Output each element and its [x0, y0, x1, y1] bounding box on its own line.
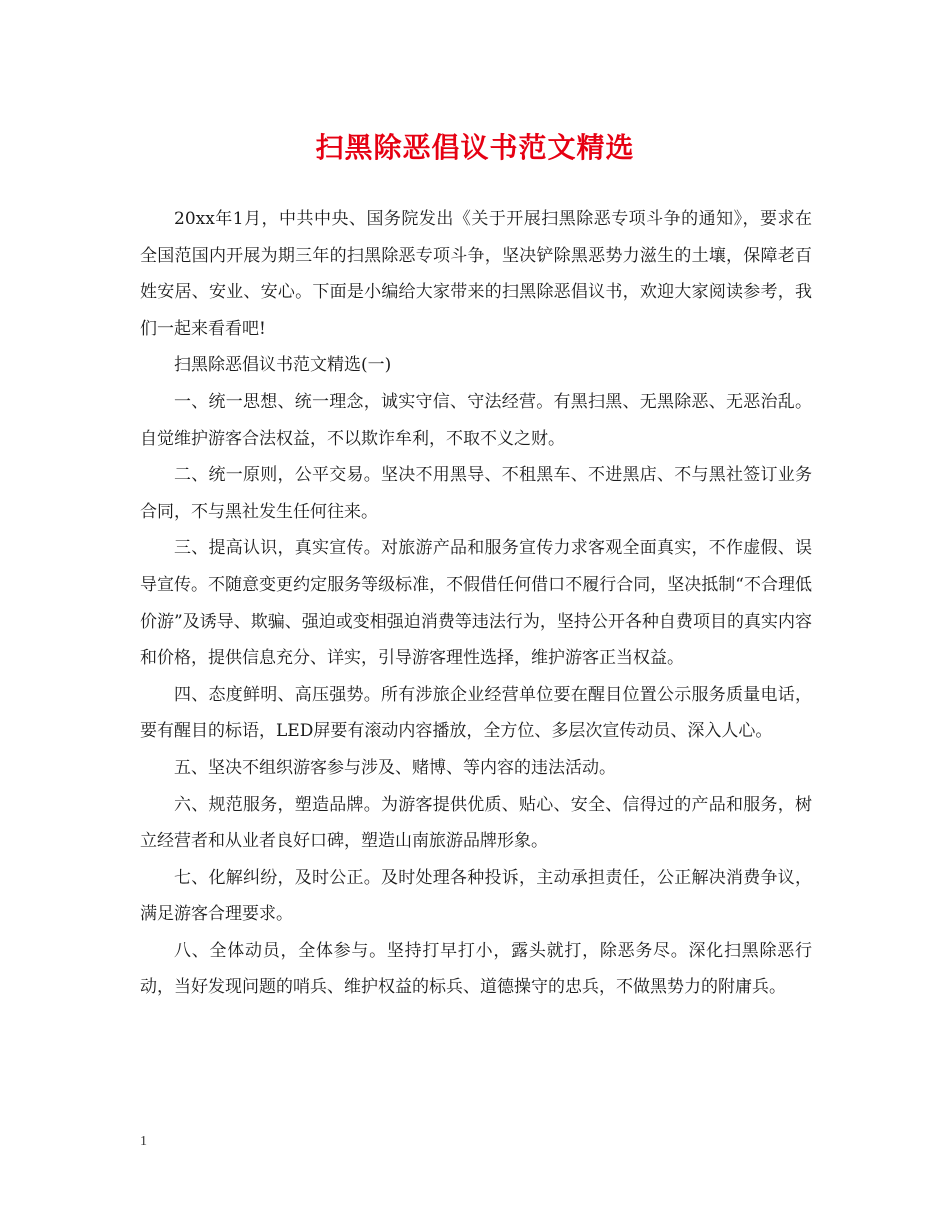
- section-heading: 扫黑除恶倡议书范文精选(一): [174, 355, 392, 376]
- article-1-paragraph: 一、统一思想、统一理念，诚实守信、守法经营。有黑扫黑、无黑除恶、无恶治乱。自觉维护游客合法权益，不以欺诈牟利，不取不义之财。: [140, 391, 812, 449]
- article-5-paragraph: 五、坚决不组织游客参与涉及、赌博、等内容的违法活动。: [174, 757, 616, 778]
- article-2-paragraph: 二、统一原则，公平交易。坚决不用黑导、不租黑车、不进黑店、不与黑社签订业务合同，不与黑社发生任何往来。: [140, 465, 812, 522]
- article-4-paragraph: 四、态度鲜明、高压强势。所有涉旅企业经营单位要在醒目位置公示服务质量电话，要有醒目的标语，LED屏要有滚动内容播放，全方位、多层次宣传动员、深入人心。: [140, 684, 812, 742]
- intro-paragraph: 20xx年1月，中共中央、国务院发出《关于开展扫黑除恶专项斗争的通知》，要求在全国范国内开展为期三年的扫黑除恶专项斗争，坚决铲除黑恶势力滋生的土壤，保障老百姓安居、安业、安心。下面是小编给大家带来的扫黑除恶倡议书，欢迎大家阅读参考，我们一起来看看吧!: [140, 209, 812, 339]
- article-3-paragraph: 三、提高认识，真实宣传。对旅游产品和服务宣传力求客观全面真实，不作虚假、误导宣传。不随意变更约定服务等级标准，不假借任何借口不履行合同，坚决抵制“不合理低价游”及诱导、欺骗、强迫或变相强迫消费等违法行为，坚持公开各种自费项目的真实内容和价格，提供信息充分、详实，引导游客理性选择，维护游客正当权益。: [140, 538, 812, 669]
- article-8-paragraph: 八、全体动员，全体参与。坚持打早打小，露头就打，除恶务尽。深化扫黑除恶行动，当好发现问题的哨兵、维护权益的标兵、道德操守的忠兵，不做黑势力的附庸兵。: [140, 940, 812, 998]
- document-title: 扫黑除恶倡议书范文精选: [315, 131, 635, 164]
- page-number: 1: [140, 1134, 147, 1149]
- article-7-paragraph: 七、化解纠纷，及时公正。及时处理各种投诉，主动承担责任，公正解决消费争议，满足游客合理要求。: [140, 867, 812, 925]
- document-body: [140, 201, 812, 1006]
- article-6-paragraph: 六、规范服务，塑造品牌。为游客提供优质、贴心、安全、信得过的产品和服务，树立经营者和从业者良好口碑，塑造山南旅游品牌形象。: [140, 794, 812, 852]
